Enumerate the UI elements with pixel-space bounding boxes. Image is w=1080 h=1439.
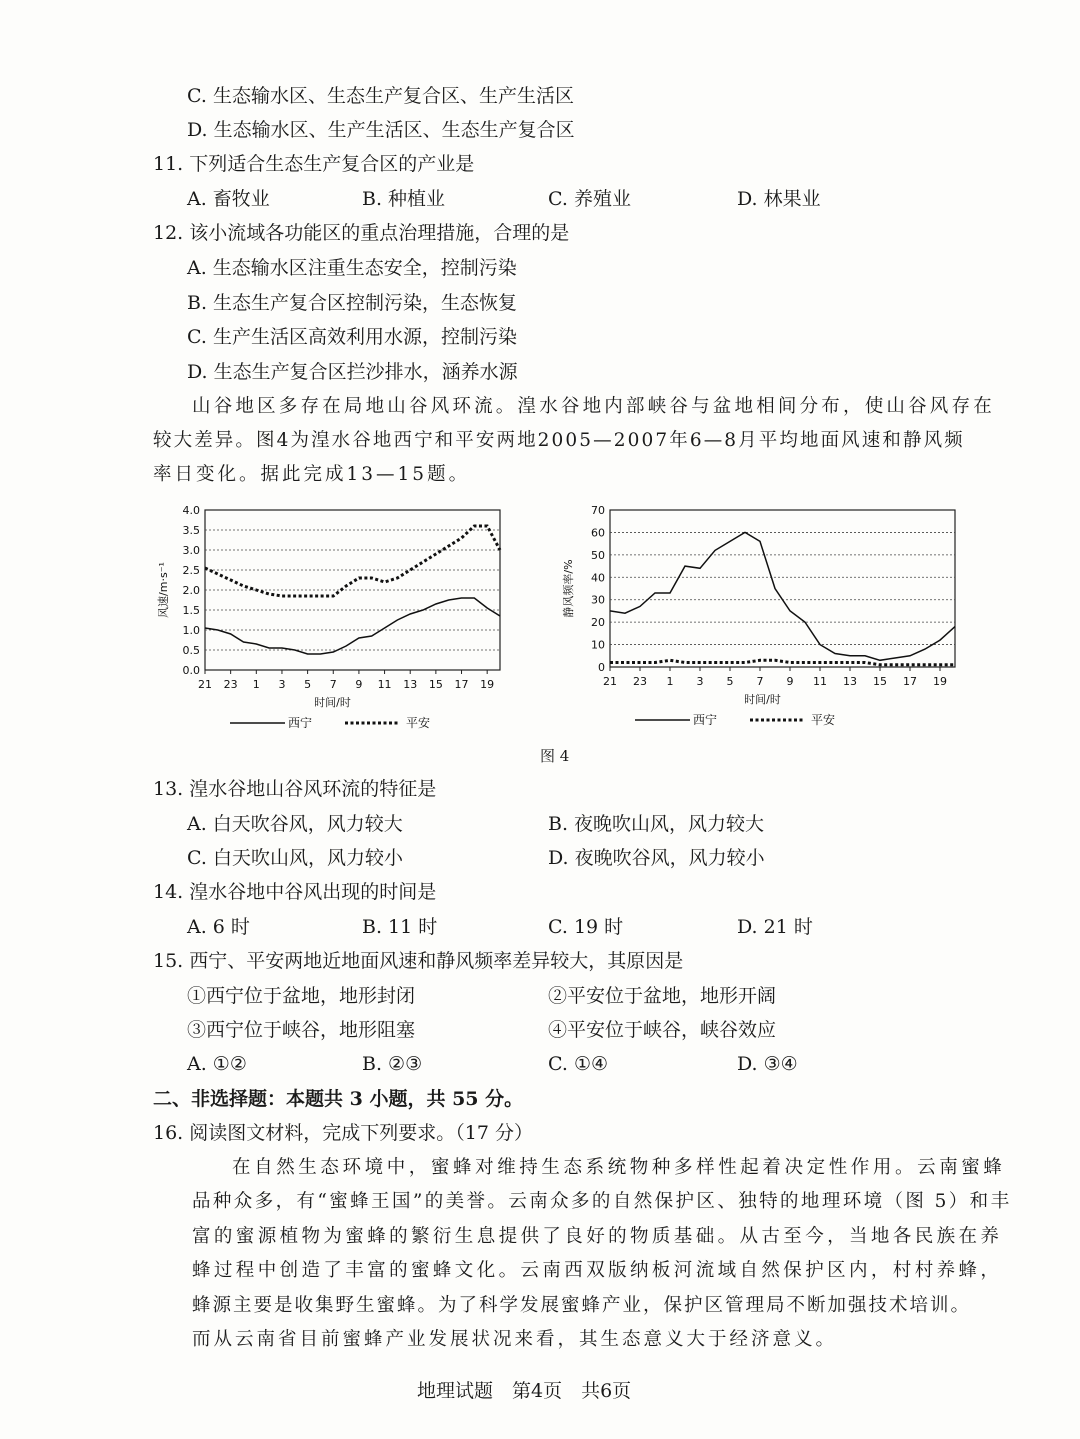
wind-chart-x-tick-label: 11 — [377, 678, 392, 691]
page-footer: 地理试题 第4页 共6页 — [417, 1380, 632, 1402]
q15-statement-2: ②平安位于盆地，地形开阔 — [548, 985, 777, 1007]
figure-caption: 图 4 — [540, 747, 570, 765]
wind-chart-x-axis-label: 时间/时 — [314, 696, 351, 709]
wind-chart-x-tick-label: 1 — [252, 678, 260, 691]
calm-chart-x-tick-label: 15 — [873, 675, 887, 688]
calm-chart-legend-pingan-label: 平安 — [811, 713, 836, 727]
q11-stem: 11. 下列适合生态生产复合区的产业是 — [153, 153, 475, 175]
calm-chart-y-tick-label: 60 — [591, 526, 605, 540]
calm-chart-y-tick-label: 10 — [591, 638, 605, 652]
calm-chart-plot-frame — [610, 510, 955, 667]
calm-chart-x-tick-label: 17 — [903, 675, 917, 688]
wind-chart-y-tick-label: 2.0 — [182, 584, 200, 597]
wind-chart-series-pingan-line — [205, 526, 500, 596]
q11-option-c: C. 养殖业 — [548, 188, 631, 210]
wind-chart-y-axis-label: 风速/m·s⁻¹ — [157, 562, 170, 618]
q13-option-b: B. 夜晚吹山风，风力较大 — [548, 813, 765, 835]
q15-option-b: B. ②③ — [362, 1053, 423, 1075]
q14-option-c: C. 19 时 — [548, 916, 624, 938]
passage1-line-1: 山谷地区多存在局地山谷风环流。湟水谷地内部峡谷与盆地相间分布，使山谷风存在 — [192, 396, 995, 417]
q11-option-a: A. 畜牧业 — [187, 188, 270, 210]
wind-chart-x-tick-label: 5 — [304, 678, 312, 691]
passage2-line-2: 品种众多，有“蜜蜂王国”的美誉。云南众多的自然保护区、独特的地理环境（图 5）和丰 — [192, 1191, 1012, 1212]
q14-option-a: A. 6 时 — [187, 916, 250, 938]
q12-option-b: B. 生态生产复合区控制污染，生态恢复 — [187, 292, 518, 314]
wind-chart-series-xining-line — [205, 598, 500, 654]
calm-chart-y-tick-label: 70 — [591, 504, 605, 517]
q12-option-a: A. 生态输水区注重生态安全，控制污染 — [187, 257, 517, 279]
calm-chart-x-tick-label: 1 — [666, 675, 674, 688]
wind-chart-x-tick-label: 19 — [480, 678, 495, 691]
calm-chart-x-axis-label: 时间/时 — [744, 693, 781, 706]
q15-statement-3: ③西宁位于峡谷，地形阻塞 — [187, 1019, 416, 1041]
q10-option-d: D. 生态输水区、生产生活区、生态生产复合区 — [187, 119, 575, 141]
q15-statement-1: ①西宁位于盆地，地形封闭 — [187, 985, 416, 1007]
passage1-line-2: 较大差异。图4为湟水谷地西宁和平安两地2005—2007年6—8月平均地面风速和静风频 — [153, 430, 965, 451]
q13-option-a: A. 白天吹谷风，风力较大 — [187, 813, 403, 835]
q14-option-d: D. 21 时 — [737, 916, 813, 938]
wind-chart-y-tick-label: 3.5 — [182, 524, 200, 537]
q13-option-c: C. 白天吹山风，风力较小 — [187, 847, 403, 869]
passage2-line-3: 富的蜜源植物为蜜蜂的繁衍生息提供了良好的物质基础。从古至今，当地各民族在养 — [192, 1226, 1003, 1247]
q15-option-c: C. ①④ — [548, 1053, 609, 1075]
calm-chart-x-tick-label: 3 — [696, 675, 704, 688]
calm-chart-y-axis-label: 静风频率/% — [562, 559, 575, 618]
calm-chart-x-tick-label: 21 — [603, 675, 617, 688]
passage2-line-4: 蜂过程中创造了丰富的蜜蜂文化。云南西双版纳板河流域自然保护区内，村村养蜂， — [192, 1260, 1003, 1281]
wind-chart-y-tick-label: 3.0 — [182, 544, 200, 557]
wind-chart-x-tick-label: 15 — [428, 678, 443, 691]
q12-stem: 12. 该小流域各功能区的重点治理措施，合理的是 — [153, 222, 570, 244]
q13-stem: 13. 湟水谷地山谷风环流的特征是 — [153, 778, 437, 800]
wind-chart-x-tick-label: 13 — [403, 678, 418, 691]
q15-stem: 15. 西宁、平安两地近地面风速和静风频率差异较大，其原因是 — [153, 950, 684, 972]
q15-option-a: A. ①② — [187, 1053, 247, 1075]
q12-option-d: D. 生态生产复合区拦沙排水，涵养水源 — [187, 361, 518, 383]
wind-chart-y-tick-label: 1.0 — [182, 624, 200, 637]
wind-chart-y-tick-label: 2.5 — [182, 564, 200, 577]
passage1-line-3: 率日变化。据此完成13—15题。 — [153, 464, 471, 485]
q11-option-d: D. 林果业 — [737, 188, 821, 210]
calm-chart-series-pingan-line — [610, 660, 955, 665]
q11-option-b: B. 种植业 — [362, 188, 446, 210]
section-2-heading: 二、非选择题：本题共 3 小题，共 55 分。 — [153, 1088, 524, 1110]
wind-chart-x-tick-label: 9 — [355, 678, 363, 691]
wind-chart-x-tick-label: 7 — [329, 678, 337, 691]
calm-chart-x-tick-label: 13 — [843, 675, 857, 688]
q14-option-b: B. 11 时 — [362, 916, 438, 938]
q14-stem: 14. 湟水谷地中谷风出现的时间是 — [153, 881, 437, 903]
wind-chart-x-tick-label: 23 — [223, 678, 238, 691]
passage2-line-6: 而从云南省目前蜜蜂产业发展状况来看，其生态意义大于经济意义。 — [192, 1329, 838, 1350]
calm-chart-x-tick-label: 19 — [933, 675, 947, 688]
calm-chart-x-tick-label: 9 — [786, 675, 794, 688]
calm-chart-series-xining-line — [610, 532, 955, 660]
wind-chart-x-tick-label: 21 — [198, 678, 212, 691]
calm-chart-y-tick-label: 20 — [591, 616, 605, 630]
wind-chart-x-tick-label: 17 — [454, 678, 469, 691]
calm-chart-x-tick-label: 5 — [726, 675, 734, 688]
calm-chart-x-tick-label: 23 — [633, 675, 647, 688]
wind-chart-legend-xining-label: 西宁 — [288, 716, 313, 730]
passage2-line-5: 蜂源主要是收集野生蜜蜂。为了科学发展蜜蜂产业，保护区管理局不断加强技术培训。 — [192, 1295, 972, 1316]
wind-speed-chart — [150, 495, 530, 735]
q12-option-c: C. 生产生活区高效利用水源，控制污染 — [187, 326, 517, 348]
calm-chart-y-tick-label: 50 — [591, 548, 605, 562]
calm-chart-y-tick-label: 30 — [591, 593, 605, 607]
calm-chart-y-tick-label: 40 — [591, 571, 605, 585]
q15-statement-4: ④平安位于峡谷，峡谷效应 — [548, 1019, 777, 1041]
calm-frequency-chart — [555, 495, 975, 735]
wind-chart-legend-pingan-label: 平安 — [406, 716, 431, 730]
q13-option-d: D. 夜晚吹谷风，风力较小 — [548, 847, 765, 869]
calm-chart-x-tick-label: 7 — [756, 675, 764, 688]
wind-chart-y-tick-label: 0.0 — [182, 664, 200, 677]
wind-chart-y-tick-label: 4.0 — [182, 504, 200, 517]
wind-chart-y-tick-label: 1.5 — [182, 604, 200, 617]
passage2-line-1: 在自然生态环境中，蜜蜂对维持生态系统物种多样性起着决定性作用。云南蜜蜂 — [232, 1157, 1006, 1178]
calm-chart-legend-xining-label: 西宁 — [693, 713, 718, 727]
calm-chart-x-tick-label: 11 — [813, 675, 827, 688]
wind-chart-y-tick-label: 0.5 — [182, 644, 200, 657]
q16-stem: 16. 阅读图文材料，完成下列要求。（17 分） — [153, 1122, 533, 1144]
q15-option-d: D. ③④ — [737, 1053, 798, 1075]
calm-chart-y-tick-label: 0 — [598, 661, 605, 674]
wind-chart-x-tick-label: 3 — [278, 678, 286, 691]
q10-option-c: C. 生态输水区、生态生产复合区、生产生活区 — [187, 85, 574, 107]
